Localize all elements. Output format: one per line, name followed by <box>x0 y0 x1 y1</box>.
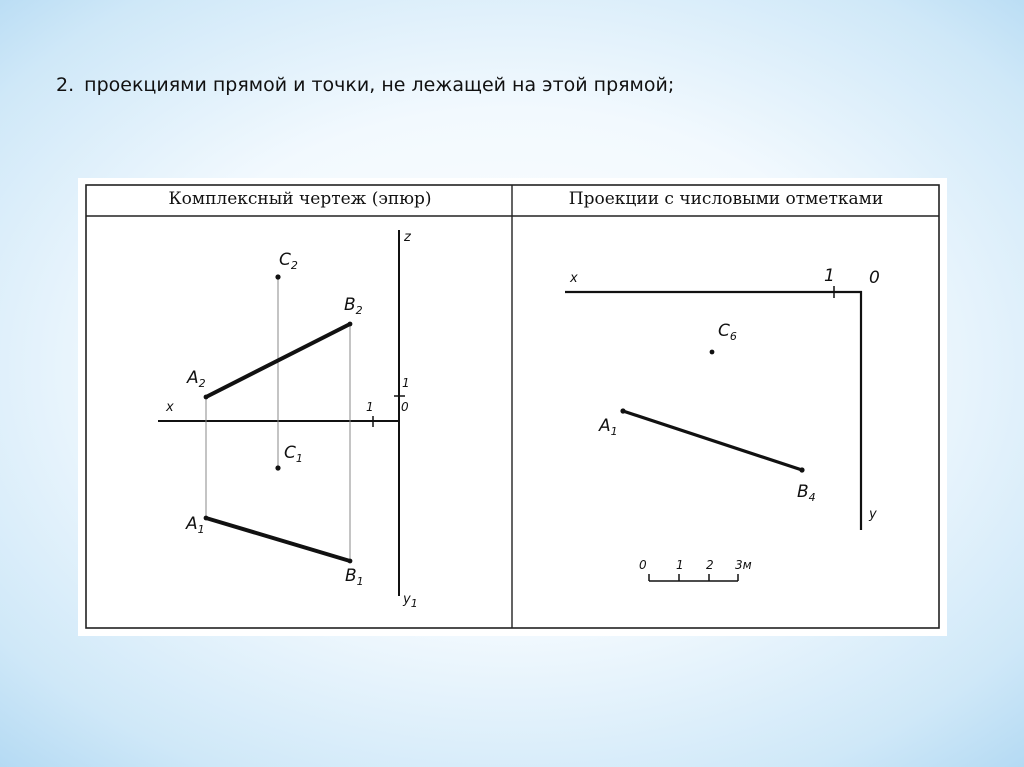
point-b-dot <box>799 467 804 472</box>
label-axis-x-right: x <box>570 271 578 286</box>
point-b1-dot <box>348 559 353 564</box>
point-c2-dot <box>275 274 280 279</box>
label-b-right: $B_4$ <box>797 482 816 504</box>
point-a2-dot <box>204 395 209 400</box>
scale-label-1: 1 <box>676 558 684 572</box>
segment-a1-b1 <box>206 518 350 561</box>
scale-label-0: 0 <box>639 558 647 572</box>
label-a2: $A_2$ <box>187 368 206 390</box>
header-left: Комплексный чертеж (эпюр) <box>168 189 432 209</box>
scale-label-2: 2 <box>706 558 714 572</box>
label-axis-y-right: y <box>869 507 877 522</box>
label-c2: $C_2$ <box>279 250 298 272</box>
label-axis-z: z <box>404 230 411 245</box>
point-c1-dot <box>275 465 280 470</box>
label-b2: $B_2$ <box>344 295 363 317</box>
label-tick-x-right: 1 <box>824 266 835 286</box>
header-right: Проекции с числовыми отметками <box>568 189 884 209</box>
scale-label-3: 3м <box>735 558 752 572</box>
label-c-right: $C_6$ <box>718 321 737 343</box>
item-text: проекциями прямой и точки, не лежащей на этой прямой; <box>84 74 675 96</box>
figure-drawing <box>78 178 947 636</box>
label-a1: $A_1$ <box>186 514 205 536</box>
label-origin-right: 0 <box>869 268 880 288</box>
label-a-right: $A_1$ <box>599 416 618 438</box>
label-tick-z: 1 <box>402 376 410 390</box>
label-axis-x: x <box>166 400 174 415</box>
item-number: 2. <box>56 74 75 96</box>
point-b2-dot <box>348 322 353 327</box>
label-tick-x: 1 <box>366 400 374 414</box>
label-c1: $C_1$ <box>284 443 303 465</box>
projection-figure <box>78 178 947 636</box>
point-c-dot <box>710 350 715 355</box>
slide-bullet-text <box>56 74 674 96</box>
label-b1: $B_1$ <box>345 566 364 588</box>
label-origin: 0 <box>401 400 409 414</box>
point-a-dot <box>620 408 625 413</box>
label-axis-y1: $y_1$ <box>403 592 418 610</box>
segment-a-b <box>623 411 802 470</box>
